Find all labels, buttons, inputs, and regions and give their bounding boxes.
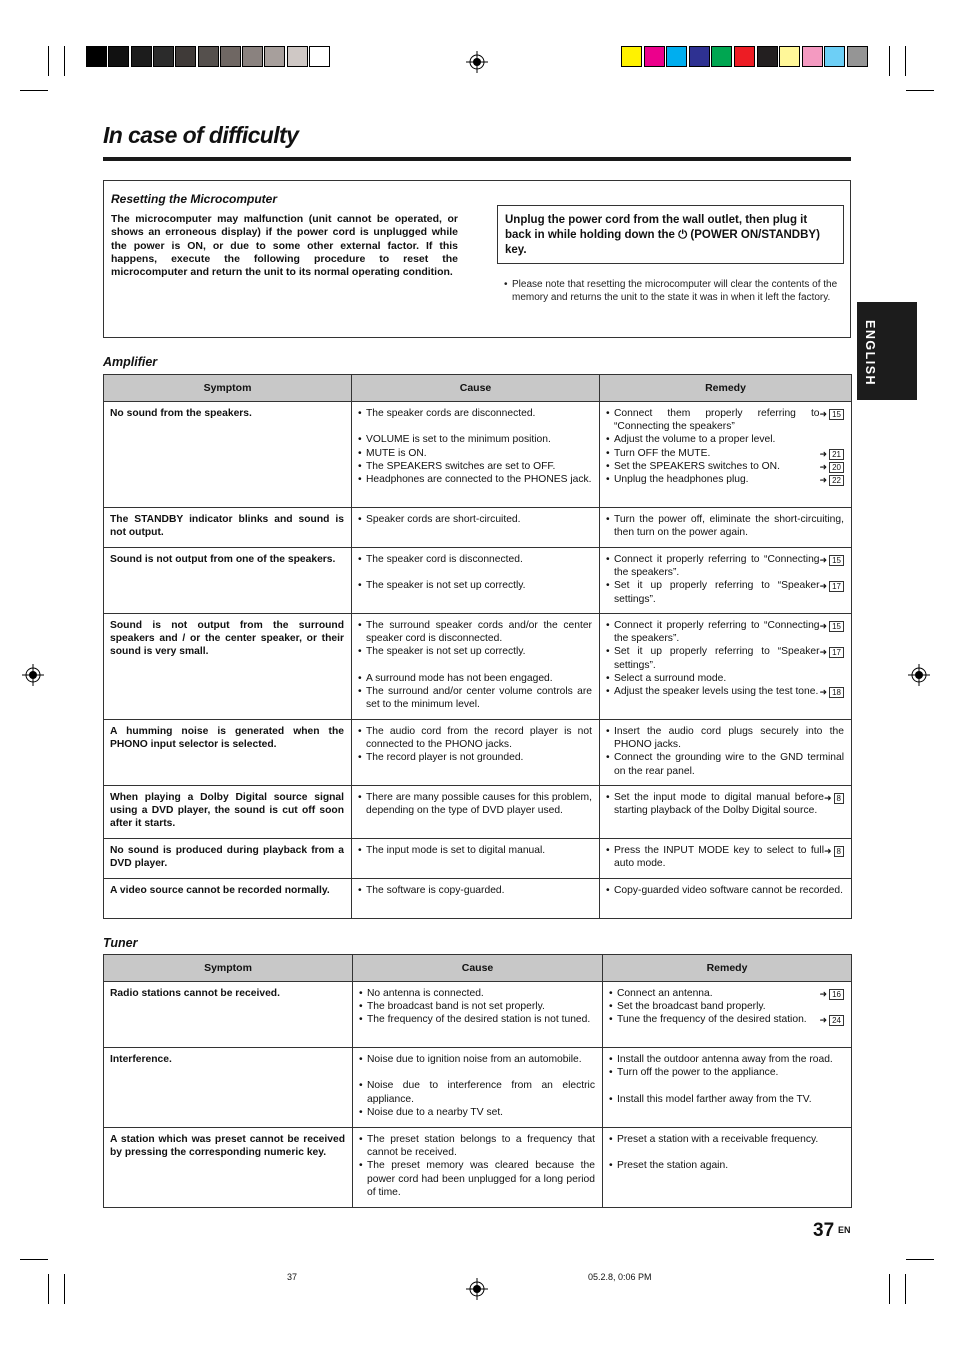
remedy-item — [606, 645, 844, 671]
crop-mark — [905, 1274, 906, 1304]
page-reference-number: 22 — [829, 475, 844, 486]
page-reference-number: 15 — [829, 409, 844, 420]
gray-swatch — [153, 46, 174, 67]
reset-microcomputer-box — [103, 180, 851, 338]
remedy-text: Unplug the headphones plug. — [614, 474, 749, 486]
page-reference — [820, 449, 844, 460]
cause-item: • Noise due to a nearby TV set. — [359, 1106, 595, 1119]
remedy-item — [606, 725, 844, 751]
color-swatch — [824, 46, 845, 67]
remedy-item — [606, 844, 844, 870]
cause-item: • The software is copy-guarded. — [358, 884, 592, 897]
symptom-cell: Interference. — [104, 1048, 353, 1128]
remedy-cell — [603, 982, 852, 1048]
cause-cell — [352, 839, 600, 879]
cause-cell — [352, 879, 600, 919]
gray-swatch — [287, 46, 308, 67]
reset-instruction: Unplug the power cord from the wall outlet, then plug it back in while holding down the ⏻ (POWER ON/STANDBY) key. — [497, 205, 844, 264]
registration-mark-icon — [466, 51, 488, 73]
amplifier-label: Amplifier — [103, 355, 158, 369]
language-tab-label: ENGLISH — [863, 320, 877, 387]
remedy-text: Install this model farther away from the TV. — [617, 1093, 812, 1105]
page-reference-number: 17 — [829, 647, 844, 658]
remedy-cell — [603, 1128, 852, 1208]
cause-item: • The record player is not grounded. — [358, 751, 592, 764]
reset-heading: Resetting the Microcomputer — [111, 192, 278, 206]
gray-swatch — [175, 46, 196, 67]
page-reference-number: 15 — [829, 621, 844, 632]
remedy-cell — [600, 402, 852, 508]
remedy-item — [606, 407, 844, 433]
cause-item: • A surround mode has not been engaged. — [358, 672, 592, 685]
cause-item: • The speaker cord is disconnected. — [358, 553, 592, 566]
cause-item: • Headphones are connected to the PHONES jack. — [358, 473, 592, 486]
table-row — [104, 786, 852, 839]
page-reference — [820, 1015, 844, 1026]
remedy-text: Tune the frequency of the desired station. — [617, 1014, 807, 1026]
page-reference-number: 15 — [829, 555, 844, 566]
cause-cell — [352, 720, 600, 786]
symptom-header: Symptom — [104, 955, 353, 982]
color-swatch — [802, 46, 823, 67]
remedy-text: Set it up properly referring to “Speaker settings”. — [614, 580, 820, 605]
table-row — [104, 548, 852, 614]
page-reference-number: 24 — [829, 1015, 844, 1026]
color-swatch — [779, 46, 800, 67]
footer-timestamp: 05.2.8, 0:06 PM — [588, 1272, 652, 1282]
cause-item: • MUTE is ON. — [358, 447, 592, 460]
registration-mark-icon — [22, 664, 44, 686]
cause-cell — [353, 1128, 603, 1208]
arrow-icon: ➜ — [824, 793, 832, 803]
symptom-cell: A humming noise is generated when the PHONO input selector is selected. — [104, 720, 352, 786]
remedy-text: Insert the audio cord plugs securely into the PHONO jacks. — [614, 726, 844, 751]
page-reference-number: 16 — [829, 989, 844, 1000]
cause-cell — [352, 548, 600, 614]
remedy-text: Set the input mode to digital manual before starting playback of the Dolby Digital source. — [614, 792, 824, 817]
page-reference — [820, 687, 844, 698]
table-row — [104, 982, 852, 1048]
crop-mark — [64, 1274, 65, 1304]
remedy-item — [606, 579, 844, 605]
cause-item: • The preset memory was cleared because the power cord had been unplugged for a long period of time. — [359, 1159, 595, 1199]
symptom-cell: No sound is produced during playback from a DVD player. — [104, 839, 352, 879]
arrow-icon: ➜ — [819, 461, 828, 472]
remedy-text: Copy-guarded video software cannot be recorded. — [614, 885, 843, 896]
registration-mark-icon — [908, 664, 930, 686]
remedy-text: Select a surround mode. — [614, 672, 727, 684]
remedy-text: Connect them properly referring to “Connecting the speakers” — [614, 408, 820, 433]
remedy-item — [606, 685, 844, 698]
gray-swatch — [198, 46, 219, 67]
cause-item: • There are many possible causes for this problem, depending on the type of DVD player used. — [358, 791, 592, 817]
symptom-cell: Sound is not output from the surround speakers and / or the center speaker, or their sound is very small. — [104, 614, 352, 720]
reset-note: • Please note that resetting the microcomputer will clear the contents of the memory and returns the unit to the state it was in when it left the factory. — [504, 279, 838, 304]
gray-swatch — [131, 46, 152, 67]
remedy-item — [606, 513, 844, 539]
remedy-text: Set the broadcast band properly. — [617, 1001, 766, 1013]
gray-swatch — [86, 46, 107, 67]
remedy-text: Turn off the power to the appliance. — [617, 1067, 779, 1079]
page-reference — [820, 647, 844, 658]
remedy-text: Set it up properly referring to “Speaker settings”. — [614, 646, 820, 671]
remedy-item — [606, 553, 844, 579]
remedy-item — [609, 1053, 844, 1066]
tuner-table — [103, 954, 852, 1208]
cause-item: • No antenna is connected. — [359, 987, 595, 1000]
table-row — [104, 614, 852, 720]
color-swatch — [666, 46, 687, 67]
remedy-text: Connect it properly referring to “Connecting the speakers”. — [614, 620, 820, 645]
page-title: In case of difficulty — [103, 122, 299, 148]
cause-item: • The speaker cords are disconnected. — [358, 407, 592, 420]
cause-cell — [352, 614, 600, 720]
cause-item: • The frequency of the desired station is not tuned. — [359, 1013, 595, 1026]
page-reference-number: 8 — [834, 793, 844, 804]
remedy-text: Adjust the speaker levels using the test tone. — [614, 686, 819, 698]
page-reference — [824, 793, 844, 804]
cause-item: • Noise due to ignition noise from an automobile. — [359, 1053, 595, 1066]
remedy-item — [606, 447, 844, 460]
symptom-header: Symptom — [104, 375, 352, 402]
remedy-item — [606, 433, 844, 446]
table-row — [104, 402, 852, 508]
cause-item: • The input mode is set to digital manual. — [358, 844, 592, 857]
cause-item: • Speaker cords are short-circuited. — [358, 513, 592, 526]
gray-swatch — [309, 46, 330, 67]
crop-mark — [905, 46, 906, 76]
color-swatch — [847, 46, 868, 67]
remedy-item — [609, 1013, 844, 1026]
symptom-cell: When playing a Dolby Digital source signal using a DVD player, the sound is cut off soon after it starts. — [104, 786, 352, 839]
remedy-header: Remedy — [600, 375, 852, 402]
remedy-cell — [603, 1048, 852, 1128]
reset-body: The microcomputer may malfunction (unit cannot be operated, or shows an erroneous display) if the power cord is unplugged while the power is ON, or due to some other external factor. If this happens, execute the following procedure to reset the microcomputer and return the unit to its normal operating condition. — [111, 213, 458, 279]
page-reference-number: 18 — [829, 687, 844, 698]
gray-swatch — [220, 46, 241, 67]
page-reference — [820, 621, 844, 632]
registration-mark-icon — [466, 1278, 488, 1300]
table-row — [104, 720, 852, 786]
arrow-icon: ➜ — [819, 409, 828, 419]
cause-item: • The SPEAKERS switches are set to OFF. — [358, 460, 592, 473]
color-swatch — [711, 46, 732, 67]
cause-item: • The surround speaker cords and/or the center speaker cord is disconnected. — [358, 619, 592, 645]
remedy-item — [606, 884, 844, 897]
remedy-item — [606, 791, 844, 817]
cause-item: • The audio cord from the record player is not connected to the PHONO jacks. — [358, 725, 592, 751]
remedy-item — [606, 751, 844, 777]
remedy-item — [609, 987, 844, 1000]
remedy-text: Turn the power off, eliminate the short-circuiting, then turn on the power again. — [614, 514, 844, 539]
remedy-text: Adjust the volume to a proper level. — [614, 434, 776, 446]
remedy-item — [609, 1066, 844, 1079]
crop-mark — [906, 90, 934, 91]
remedy-text: Connect it properly referring to “Connecting the speakers”. — [614, 554, 820, 579]
cause-item: • Noise due to interference from an electric appliance. — [359, 1079, 595, 1105]
amplifier-table — [103, 374, 852, 919]
language-tab — [857, 302, 917, 400]
remedy-text: Press the INPUT MODE key to select to full auto mode. — [614, 845, 824, 870]
color-swatch — [757, 46, 778, 67]
page-reference — [820, 555, 844, 566]
arrow-icon: ➜ — [819, 621, 828, 631]
crop-mark — [20, 1259, 48, 1260]
cause-item: • VOLUME is set to the minimum position. — [358, 433, 592, 446]
remedy-item — [606, 473, 844, 486]
table-row — [104, 879, 852, 919]
cause-item: • The surround and/or center volume controls are set to the minimum level. — [358, 685, 592, 711]
remedy-cell — [600, 614, 852, 720]
gray-swatch — [108, 46, 129, 67]
page-reference — [824, 846, 844, 857]
cause-header: Cause — [353, 955, 603, 982]
remedy-text: Preset the station again. — [617, 1160, 729, 1172]
remedy-cell — [600, 548, 852, 614]
crop-mark — [20, 90, 48, 91]
page-reference — [820, 989, 844, 1000]
page-reference — [820, 581, 844, 592]
cause-cell — [353, 1048, 603, 1128]
tuner-label: Tuner — [103, 936, 138, 950]
title-rule — [103, 157, 851, 161]
crop-mark — [48, 46, 49, 76]
remedy-text: Preset a station with a receivable frequency. — [617, 1134, 819, 1145]
cause-item: • The speaker is not set up correctly. — [358, 579, 592, 592]
page-reference-number: 17 — [829, 581, 844, 592]
remedy-cell — [600, 720, 852, 786]
arrow-icon: ➜ — [824, 846, 832, 856]
cause-item: • The broadcast band is not set properly. — [359, 1000, 595, 1013]
page-reference — [820, 409, 844, 420]
page-number: 37 — [813, 1220, 835, 1241]
arrow-icon: ➜ — [819, 687, 828, 698]
remedy-text: Turn OFF the MUTE. — [614, 447, 711, 459]
crop-mark — [64, 46, 65, 76]
remedy-item — [609, 1000, 844, 1013]
remedy-item — [606, 460, 844, 473]
color-swatch — [621, 46, 642, 67]
arrow-icon: ➜ — [819, 555, 828, 565]
crop-mark — [906, 1259, 934, 1260]
cause-cell — [352, 508, 600, 548]
cause-item: • The speaker is not set up correctly. — [358, 645, 592, 658]
arrow-icon: ➜ — [819, 448, 828, 459]
remedy-header: Remedy — [603, 955, 852, 982]
page-reference-number: 8 — [834, 846, 844, 857]
remedy-item — [606, 619, 844, 645]
remedy-item — [609, 1133, 844, 1146]
remedy-item — [609, 1159, 844, 1172]
arrow-icon: ➜ — [819, 475, 828, 486]
remedy-text: Connect an antenna. — [617, 988, 713, 999]
remedy-item — [609, 1093, 844, 1106]
gray-swatch — [242, 46, 263, 67]
page-reference-number: 20 — [829, 462, 844, 473]
symptom-cell: Radio stations cannot be received. — [104, 982, 353, 1048]
cause-cell — [353, 982, 603, 1048]
symptom-cell: The STANDBY indicator blinks and sound is not output. — [104, 508, 352, 548]
table-row — [104, 1048, 852, 1128]
remedy-text: Set the SPEAKERS switches to ON. — [614, 460, 780, 472]
crop-mark — [889, 1274, 890, 1304]
cause-item: • The preset station belongs to a frequency that cannot be received. — [359, 1133, 595, 1159]
arrow-icon: ➜ — [819, 989, 828, 999]
table-row — [104, 839, 852, 879]
arrow-icon: ➜ — [819, 1015, 828, 1026]
arrow-icon: ➜ — [819, 647, 828, 658]
remedy-text: Connect the grounding wire to the GND terminal on the rear panel. — [614, 752, 844, 777]
color-swatch — [734, 46, 755, 67]
remedy-item — [606, 672, 844, 685]
cause-header: Cause — [352, 375, 600, 402]
gray-swatch — [264, 46, 285, 67]
page-reference-number: 21 — [829, 449, 844, 460]
crop-mark — [48, 1274, 49, 1304]
symptom-cell: A video source cannot be recorded normally. — [104, 879, 352, 919]
page-reference — [820, 462, 844, 473]
color-swatch — [644, 46, 665, 67]
footer-page: 37 — [287, 1272, 298, 1282]
page-reference — [820, 475, 844, 486]
cause-cell — [352, 402, 600, 508]
remedy-text: Install the outdoor antenna away from the road. — [617, 1054, 833, 1065]
symptom-cell: Sound is not output from one of the speakers. — [104, 548, 352, 614]
remedy-cell — [600, 879, 852, 919]
color-swatch — [689, 46, 710, 67]
arrow-icon: ➜ — [819, 581, 828, 592]
crop-mark — [889, 46, 890, 76]
symptom-cell: No sound from the speakers. — [104, 402, 352, 508]
cause-cell — [352, 786, 600, 839]
page-language-suffix: EN — [838, 1225, 851, 1235]
remedy-cell — [600, 839, 852, 879]
symptom-cell: A station which was preset cannot be received by pressing the corresponding numeric key. — [104, 1128, 353, 1208]
remedy-cell — [600, 508, 852, 548]
table-row — [104, 1128, 852, 1208]
table-row — [104, 508, 852, 548]
remedy-cell — [600, 786, 852, 839]
